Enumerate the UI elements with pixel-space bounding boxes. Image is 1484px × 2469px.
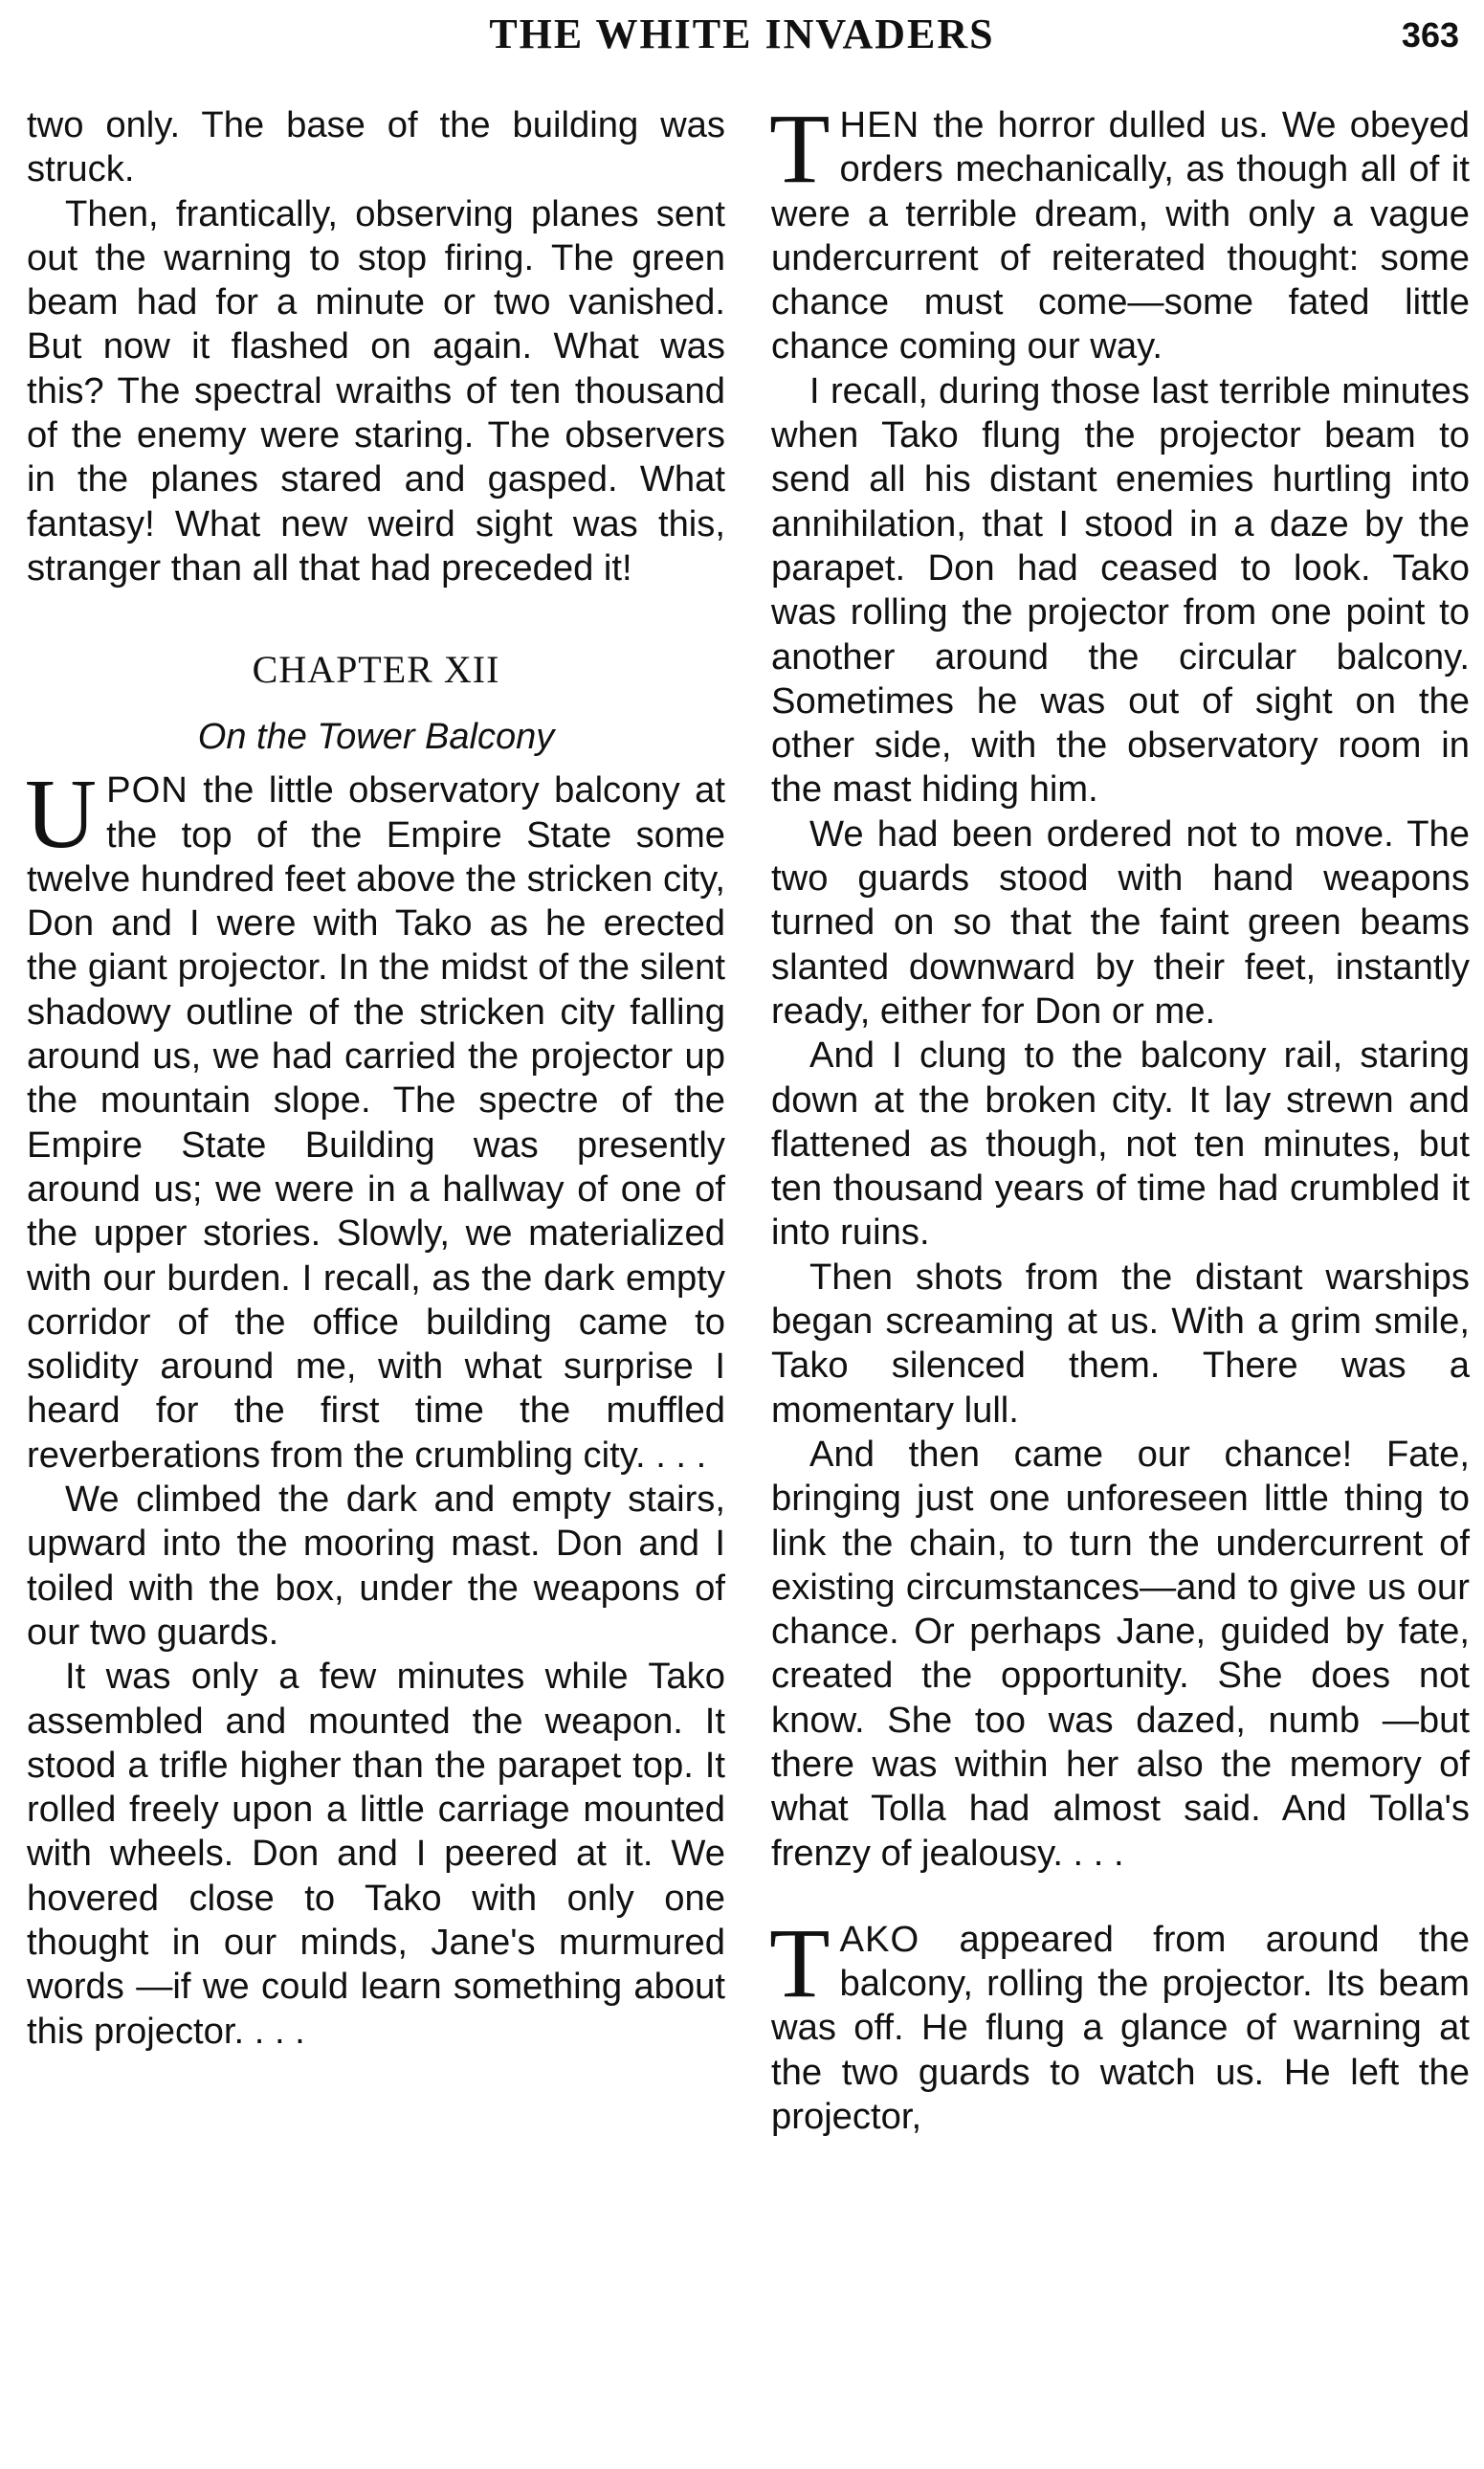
paragraph: Then, frantically, observing planes sent out the warning to stop firing. The green beam had for a minute or two vanished. But now it flashed on again. What was this? The spectral wraiths of ten thousand of the enemy were staring. The observers in the planes stared and gasped. What fantasy! What new weird sight was this, stranger than all that had preceded it! — [27, 192, 725, 589]
chapter-subtitle: On the Tower Balcony — [197, 717, 555, 758]
paragraph: Then shots from the distant warships began screaming at us. With a grim smile, Tako silenced them. There was a momentary lull. — [771, 1256, 1470, 1431]
chapter-heading: CHAPTER XII — [252, 648, 500, 692]
page-number: 363 — [1401, 15, 1459, 55]
drop-cap: T — [769, 1907, 831, 2018]
paragraph-dropcap — [25, 759, 725, 1478]
paragraph: And then came our chance! Fate, bringing just one unforeseen little thing to link the chain, to turn the undercurrent of existing circumstances—and to give us our chance. Or perhaps Jane, guided by fate, created the opportunity. She does not know. She too was dazed, numb —but there was within her also the memory of what Tolla had almost said. And Tolla's frenzy of jealousy. . . . — [771, 1433, 1470, 1874]
right-column — [769, 94, 1470, 2139]
lead-in-caps: HEN — [839, 104, 920, 145]
running-title: THE WHITE INVADERS — [489, 11, 995, 57]
paragraph: We had been ordered not to move. The two guards stood with hand weapons turned on so that the faint green beams slanted downward by their feet, instantly ready, either for Don or me. — [771, 812, 1470, 1032]
paragraph-text: appeared from around the balcony, rolling the projector. Its beam was off. He flung a glance of warning at the two guards to watch us. He left the projector, — [771, 1918, 1470, 2138]
drop-cap: U — [25, 759, 98, 870]
paragraph: It was only a few minutes while Tako assembled and mounted the weapon. It stood a trifle higher than the parapet top. It rolled freely upon a little carriage mounted with wheels. Don and I peered at it. We hovered close to Tako with only one thought in our minds, Jane's murmured words —if we could learn something about this projector. . . . — [27, 1656, 725, 2052]
paragraph: We climbed the dark and empty stairs, upward into the mooring mast. Don and I toiled with the box, under the weapons of our two guards. — [27, 1479, 725, 1653]
paragraph: And I clung to the balcony rail, staring down at the broken city. It lay strewn and flattened as though, not ten minutes, but ten thousand years of time had crumbled it into ruins. — [771, 1034, 1470, 1254]
drop-cap: T — [769, 94, 831, 204]
page-header — [19, 8, 1465, 65]
paragraph-text: the little observatory balcony at the top of the Empire State some twelve hundred feet above the stricken city, Don and I were with Tako as he erected the giant projector. In the midst of the silent shadowy outline of the stricken city falling around us, we had carried the projector up the mountain slope. The spectre of the Empire State Building was presently around us; we were in a hallway of one of the upper stories. Slowly, we materialized with our burden. I recall, as the dark empty corridor of the office building came to solidity around me, with what surprise I heard for the first time the muffled reverberations from the crumbling city. . . . — [27, 769, 725, 1476]
paragraph-text: the horror dulled us. We obeyed orders mechanically, as though all of it were a terrible dream, with only a vague undercurrent of reiterated thought: some chance must come—some fated little chance coming our way. — [771, 104, 1470, 367]
paragraph-dropcap — [769, 94, 1470, 369]
paragraph-dropcap — [769, 1907, 1470, 2139]
left-column — [27, 103, 725, 2054]
lead-in-caps: PON — [106, 769, 188, 812]
lead-in-caps: AKO — [839, 1918, 920, 1960]
paragraph: I recall, during those last terrible minutes when Tako flung the projector beam to send all his distant enemies hurtling into annihilation, that I stood in a daze by the parapet. Don had ceased to look. Tako was rolling the projector from one point to another around the circular balcony. Sometimes he was out of sight on the other side, with the observatory room in the mast hiding him. — [771, 369, 1470, 811]
paragraph: two only. The base of the building was struck. — [27, 104, 725, 190]
